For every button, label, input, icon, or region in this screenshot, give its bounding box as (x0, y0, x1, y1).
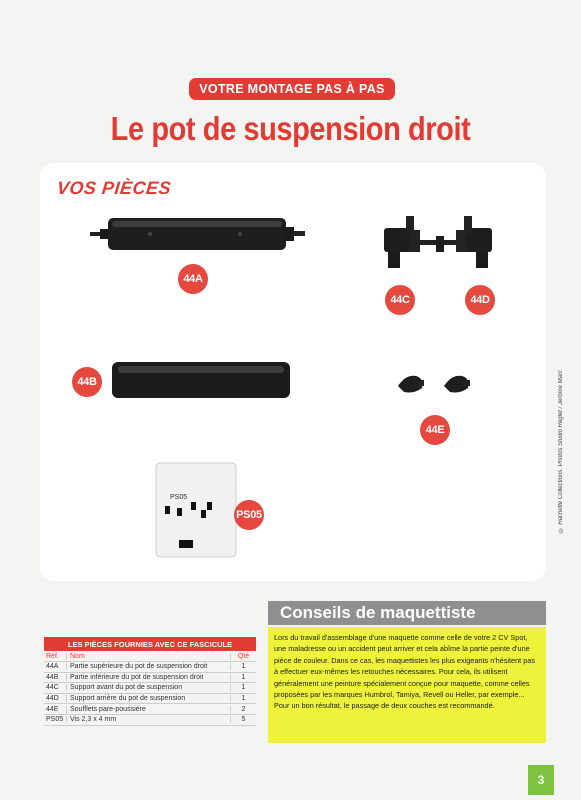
row-ref: 44E (46, 705, 59, 713)
row-qty: 1 (230, 663, 256, 670)
row-ref: 44B (46, 673, 59, 681)
parts-table (44, 637, 256, 726)
badge-44c: 44C (385, 285, 415, 315)
part-44e-image (396, 372, 472, 396)
table-row (44, 704, 256, 715)
screw-bag-image (155, 462, 237, 558)
step-banner: VOTRE MONTAGE PAS À PAS (189, 78, 395, 100)
table-row (44, 683, 256, 694)
part-44a-image (90, 212, 305, 258)
col-ref-header: Réf. (46, 652, 59, 660)
row-name: Partie inférieure du pot de suspension droit (66, 674, 230, 681)
row-ref: PS05 (46, 716, 64, 724)
tips-title: Conseils de maquettiste (268, 601, 546, 625)
parts-table-title: LES PIÈCES FOURNIES AVEC CE FASCICULE (44, 637, 256, 651)
row-name: Partie supérieure du pot de suspension droit (66, 663, 230, 670)
col-name-header: Nom (66, 653, 230, 660)
row-qty: 1 (230, 695, 256, 702)
row-qty: 1 (230, 674, 256, 681)
page-number: 3 (528, 765, 554, 795)
screw-bag-label: PS05 (170, 494, 188, 501)
row-name: Support avant du pot de suspension (66, 684, 230, 691)
row-name: Soufflets pare-poussière (66, 706, 230, 713)
photo-credit: © Hachette Collections. Photos Studio Reglet / Jérôme Marc (558, 370, 564, 533)
page-title: Le pot de suspension droit (110, 110, 471, 147)
row-ref: 44D (46, 695, 59, 703)
tips-body: Lors du travail d'assemblage d'une maquette comme celle de votre 2 CV Spot, une maladresse ou un accident peut arriver et cela abîme la partie peinte d'une pièce de couleur. Dans ce cas, les maquettistes les plus exigeants n'hésitent pas à effectuer eux-mêmes les retouches nécessaires. Pour cela, ils utilisent généralement une peinture spécialement conçue pour maquette, comme celles proposées par les marques Humbrol, Tamiya, Revell ou Heller, par exemple... Pour un bon résultat, le passage de deux couches est recommandé. (268, 627, 546, 743)
badge-44a: 44A (178, 264, 208, 294)
part-44b-image (112, 358, 290, 402)
badge-44b: 44B (72, 367, 102, 397)
row-qty: 2 (230, 706, 256, 713)
row-name: Support arrière du pot de suspension (66, 695, 230, 702)
row-ref: 44C (46, 684, 59, 692)
badge-44e: 44E (420, 415, 450, 445)
row-ref: 44A (46, 663, 59, 671)
parts-table-header-row (44, 651, 256, 662)
parts-heading: VOS PIÈCES (56, 178, 173, 198)
table-row (44, 662, 256, 673)
row-name: Vis 2,3 x 4 mm (66, 716, 230, 723)
col-qty-header: Qté (230, 653, 256, 660)
part-44c-44d-image (380, 212, 500, 272)
badge-44d: 44D (465, 285, 495, 315)
row-qty: 5 (230, 716, 256, 723)
badge-ps05: PS05 (234, 500, 264, 530)
table-row (44, 694, 256, 705)
row-qty: 1 (230, 684, 256, 691)
table-row (44, 715, 256, 726)
table-row (44, 673, 256, 684)
